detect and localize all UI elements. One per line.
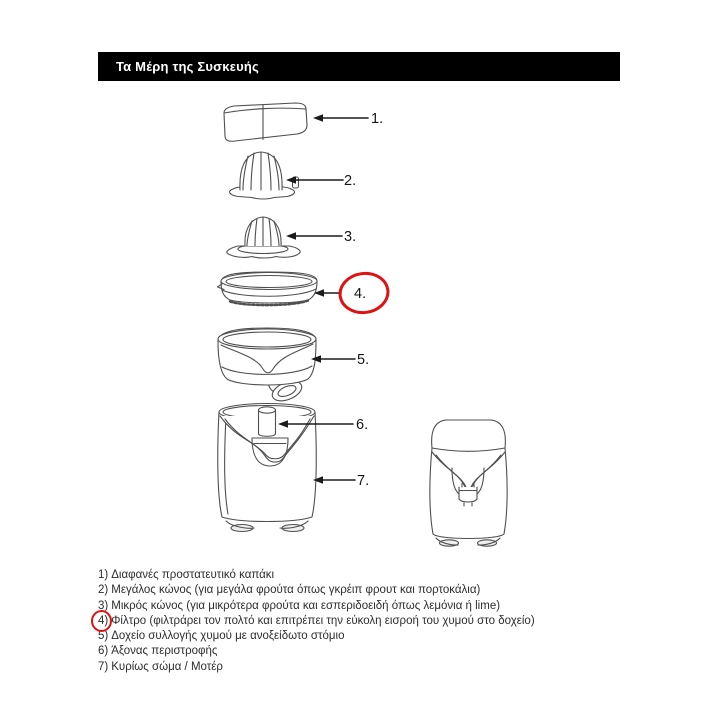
part-lid-drawing [224, 103, 307, 141]
list-item-number: 2) [98, 584, 109, 597]
list-item-number: 6) [98, 645, 109, 658]
arrow-to-part-2 [286, 176, 343, 184]
list-item-number: 5) [98, 630, 109, 643]
parts-list-item-2 [98, 583, 658, 598]
list-item-text: Διαφανές προστατευτικό καπάκι [111, 569, 275, 581]
part-filter-drawing [218, 272, 318, 305]
part-large-cone-drawing [230, 152, 299, 199]
arrow-to-part-7 [313, 476, 355, 484]
arrow-to-part-1 [313, 114, 368, 122]
red-circle-annotation-list: 4) [98, 614, 108, 629]
part-number-label-3: 3. [344, 229, 357, 245]
list-item-text: Άξονας περιστροφής [111, 645, 218, 658]
arrow-to-part-4 [314, 289, 341, 297]
parts-list-item-3 [98, 599, 658, 614]
arrow-to-part-3 [286, 232, 342, 240]
list-item-text: Δοχείο συλλογής χυμού με ανοξείδωτο στόμιο [111, 630, 345, 643]
part-number-label-2: 2. [344, 173, 357, 189]
parts-list-item-5 [98, 629, 658, 644]
list-item-number: 3) [98, 599, 109, 612]
part-number-label-1: 1. [371, 111, 384, 127]
part-main-body-drawing [218, 404, 316, 532]
arrow-to-part-5 [311, 355, 355, 363]
list-item-text: Μεγάλος κώνος (για μεγάλα φρούτα όπως γκρέιπ φρουτ και πορτοκάλια) [111, 584, 481, 597]
parts-list-item-1 [98, 568, 658, 583]
assembled-device-drawing [430, 420, 507, 546]
section-title: Τα Μέρη της Συσκευής [116, 59, 259, 74]
parts-list-item-7 [98, 660, 658, 675]
part-number-label-5: 5. [357, 352, 370, 368]
list-item-text: Φίλτρο (φιλτράρει τον πολτό και επιτρέπει την εύκολη εισροή του χυμού στο δοχείο) [111, 614, 535, 627]
part-number-label-7: 7. [357, 473, 370, 489]
list-item-number: 1) [98, 569, 109, 581]
parts-list-item-6 [98, 644, 658, 659]
part-small-cone-drawing [227, 217, 300, 258]
part-number-label-6: 6. [356, 417, 369, 433]
list-item-text: Μικρός κώνος (για μικρότερα φρούτα και εσπεριδοειδή όπως λεμόνια ή lime) [111, 599, 501, 612]
part-number-label-4: 4. [354, 286, 367, 302]
parts-list [98, 568, 658, 675]
list-item-text: Κυρίως σώμα / Μοτέρ [111, 660, 223, 673]
list-item-number: 7) [98, 660, 109, 673]
parts-list-item-4 [98, 614, 658, 629]
part-juice-collector-drawing [218, 328, 316, 405]
